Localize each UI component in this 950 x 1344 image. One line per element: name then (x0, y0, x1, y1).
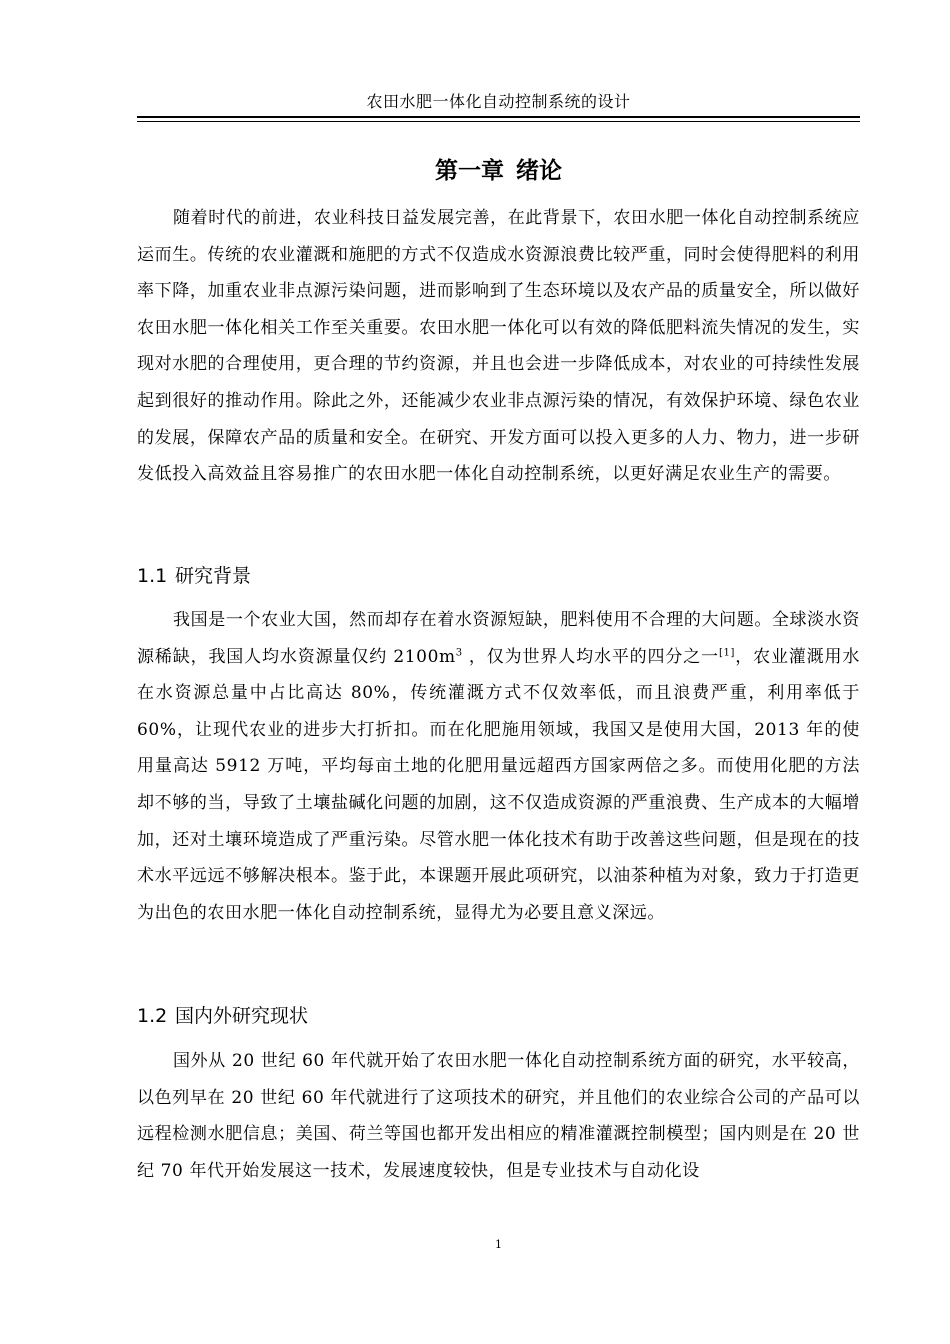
section-number: 1.1 (137, 565, 168, 587)
header-rule-thin (137, 121, 860, 122)
paragraph-text: 我国是一个农业大国，然而却存在着水资源短缺，肥料使用不合理的大问题。全球淡水资源稀缺，我国人均水资源量仅约 2100m (137, 610, 860, 667)
page-number: 1 (495, 1238, 502, 1251)
paragraph-text: ，仅为世界人均水平的四分之一 (462, 646, 719, 667)
section-1-1-paragraph (137, 602, 860, 931)
section-title: 国内外研究现状 (175, 1005, 309, 1027)
chapter-number: 第一章 (435, 158, 504, 184)
section-heading-1-2 (137, 1003, 860, 1029)
superscript-exponent: 3 (455, 646, 463, 658)
section-1-2-paragraph: 国外从 20 世纪 60 年代就开始了农田水肥一体化自动控制系统方面的研究，水平较高，以色列早在 20 世纪 60 年代就进行了这项技术的研究，并且他们的农业综合公司的产品可以远程检测水肥信息；美国、荷兰等国也都开发出相应的精准灌溉控制模型；国内则是在 20 世纪 70 年代开始发展这一技术，发展速度较快，但是专业技术与自动化设 (137, 1051, 860, 1181)
section-title: 研究背景 (175, 565, 252, 587)
header-rule-thick (137, 116, 860, 118)
paragraph-text: ，农业灌溉用水在水资源总量中占比高达 80%，传统灌溉方式不仅效率低，而且浪费严重，利用率低于 60%，让现代农业的进步大打折扣。而在化肥施用领域，我国又是使用大国，2013 年的使用量高达 5912 万吨，平均每亩土地的化肥用量远超西方国家两倍之多。而使用化肥的方法却不够的当，导致了土壤盐碱化问题的加剧，这不仅造成资源的严重浪费、生产成本的大幅增加，还对土壤环境造成了严重污染。尽管水肥一体化技术有助于改善这些问题，但是现在的技术水平远远不够解决根本。鉴于此，本课题开展此项研究，以油茶种植为对象，致力于打造更为出色的农田水肥一体化自动控制系统，显得尤为必要且意义深远。 (137, 646, 860, 923)
running-header: 农田水肥一体化自动控制系统的设计 (366, 92, 631, 111)
chapter-title (137, 155, 860, 187)
section-number: 1.2 (137, 1005, 168, 1027)
section-heading-1-1 (137, 563, 860, 589)
chapter-name: 绪论 (516, 158, 562, 184)
intro-paragraph: 随着时代的前进，农业科技日益发展完善，在此背景下，农田水肥一体化自动控制系统应运而生。传统的农业灌溉和施肥的方式不仅造成水资源浪费比较严重，同时会使得肥料的利用率下降，加重农业非点源污染问题，进而影响到了生态环境以及农产品的质量安全，所以做好农田水肥一体化相关工作至关重要。农田水肥一体化可以有效的降低肥料流失情况的发生，实现对水肥的合理使用，更合理的节约资源，并且也会进一步降低成本，对农业的可持续性发展起到很好的推动作用。除此之外，还能减少农业非点源污染的情况，有效保护环境、绿色农业的发展，保障农产品的质量和安全。在研究、开发方面可以投入更多的人力、物力，进一步研发低投入高效益且容易推广的农田水肥一体化自动控制系统，以更好满足农业生产的需要。 (137, 208, 860, 485)
citation-reference[interactable]: [1] (719, 646, 735, 658)
